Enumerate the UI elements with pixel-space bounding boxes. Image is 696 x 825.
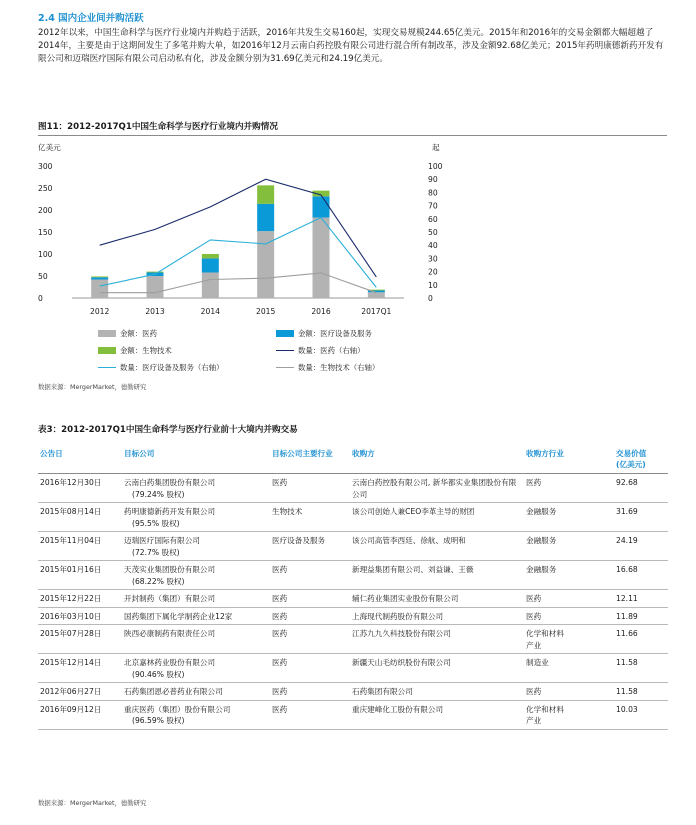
x-tick-label: 2013: [145, 307, 165, 316]
cell-value: [614, 590, 668, 608]
acquirer-name: 该公司创始人兼CEO李革主导的财团: [352, 507, 475, 516]
legend-label: 数量：生物技术（右轴）: [298, 363, 380, 372]
y2-tick-label: 40: [428, 241, 438, 251]
target-name: 云南白药集团股份有限公司: [124, 478, 216, 487]
cell-target-industry: [270, 561, 350, 590]
target-name: 药明康德新药开发有限公司: [124, 507, 216, 516]
date-text: 2015年01月16日: [40, 565, 102, 574]
date-text: 2015年12月14日: [40, 658, 102, 667]
figure-source: 数据来源：MergerMarket，德勤研究: [38, 383, 147, 391]
target-name: 开封制药（集团）有限公司: [124, 594, 216, 603]
cell-value: [614, 532, 668, 561]
table-row: [38, 590, 668, 608]
cell-acquirer: [350, 590, 524, 608]
target-name: 国药集团下属化学制药企业12家: [124, 611, 233, 621]
cell-value: [614, 607, 668, 625]
cell-date: [38, 590, 122, 608]
target-industry-text: 医药: [272, 658, 288, 667]
acquirer-industry-text: 医药: [526, 687, 542, 696]
deals-table: [38, 444, 668, 730]
date-text: 2016年12月30日: [40, 478, 102, 487]
cell-acquirer-industry: [524, 532, 614, 561]
value-text: 11.89: [616, 611, 638, 621]
table-row: [38, 683, 668, 701]
target-industry-text: 医疗设备及服务: [272, 536, 326, 545]
cell-acquirer: [350, 700, 524, 729]
table-title: 表3：2012-2017Q1中国生命科学与医疗行业前十大境内并购交易: [38, 425, 298, 435]
table-row: [38, 700, 668, 729]
cell-acquirer: [350, 503, 524, 532]
cell-target-industry: [270, 683, 350, 701]
value-text: 24.19: [616, 536, 638, 545]
y2-tick-label: 30: [428, 254, 438, 264]
acquirer-name: 新疆天山毛纺织股份有限公司: [352, 658, 451, 667]
cell-target: [122, 625, 270, 654]
y2-tick-label: 80: [428, 188, 438, 198]
col-header-target-industry: 目标公司主要行业: [270, 444, 350, 474]
cell-target-industry: [270, 654, 350, 683]
cell-acquirer-industry: [524, 474, 614, 503]
legend-label: 金额：医药: [120, 329, 157, 338]
y2-tick-label: 100: [428, 162, 443, 171]
y-tick-label: 300: [38, 162, 53, 171]
date-text: 2012年06月27日: [40, 687, 102, 696]
y2-tick-label: 20: [428, 267, 438, 277]
figure-title: 图11：2012-2017Q1中国生命科学与医疗行业境内并购情况: [38, 122, 278, 132]
cell-acquirer-industry: [524, 625, 614, 654]
line-bio-count: [100, 273, 377, 293]
acquirer-name: 江苏九九久科技股份有限公司: [352, 629, 451, 638]
bar-pharma-amount-2012: [91, 280, 108, 298]
bar-pharma-amount-2016: [313, 217, 330, 298]
bar-device-amount-2015: [257, 204, 274, 231]
col-header-acquirer-industry: 收购方行业: [524, 444, 614, 474]
cell-acquirer-industry: [524, 700, 614, 729]
date-text: 2016年03月10日: [40, 611, 102, 621]
cell-acquirer: [350, 683, 524, 701]
legend-item-device-count: [98, 362, 223, 373]
date-text: 2015年08月14日: [40, 507, 102, 516]
value-text: 11.58: [616, 687, 638, 696]
target-industry-text: 医药: [272, 629, 288, 638]
target-stake: (68.22% 股权): [132, 576, 185, 586]
value-text: 10.03: [616, 704, 638, 714]
cell-target-industry: [270, 474, 350, 503]
col-header-acquirer: 收购方: [350, 444, 524, 474]
y-tick-label: 100: [38, 250, 53, 259]
table-row: [38, 561, 668, 590]
cell-value: [614, 503, 668, 532]
cell-target: [122, 590, 270, 608]
acquirer-industry-text: 医药: [526, 611, 542, 621]
acquirer-name: 该公司高管李西廷、徐航、成明和: [352, 536, 466, 545]
y-tick-label: 150: [38, 228, 53, 237]
cell-acquirer: [350, 625, 524, 654]
x-tick-label: 2012: [90, 307, 110, 316]
cell-target: [122, 700, 270, 729]
cell-target: [122, 654, 270, 683]
cell-target: [122, 532, 270, 561]
bar-pharma-amount-2014: [202, 272, 219, 298]
target-industry-text: 医药: [272, 687, 288, 696]
cell-acquirer-industry: [524, 561, 614, 590]
target-industry-text: 生物技术: [272, 507, 303, 516]
cell-target: [122, 607, 270, 625]
acquirer-industry-text: 金融服务: [526, 565, 557, 574]
y2-tick-label: 90: [428, 175, 438, 185]
target-industry-text: 医药: [272, 565, 288, 574]
y-tick-label: 250: [38, 184, 53, 193]
table-header-row: [38, 444, 668, 474]
target-stake: (96.59% 股权): [132, 716, 185, 725]
target-industry-text: 医药: [272, 478, 288, 487]
bar-device-amount-2014: [202, 258, 219, 272]
line-device-count: [100, 218, 377, 288]
legend-swatch: [276, 367, 294, 368]
target-stake: (79.24% 股权): [132, 489, 185, 499]
target-name: 北京嘉林药业股份有限公司: [124, 658, 216, 667]
cell-date: [38, 474, 122, 503]
y2-tick-label: 0: [428, 294, 433, 303]
date-text: 2016年09月12日: [40, 704, 102, 714]
y2-axis-label: 起: [432, 143, 440, 152]
y2-tick-label: 70: [428, 201, 438, 211]
table-row: [38, 503, 668, 532]
cell-date: [38, 607, 122, 625]
legend-swatch: [276, 330, 294, 337]
cell-date: [38, 700, 122, 729]
cell-acquirer: [350, 532, 524, 561]
table-row: [38, 607, 668, 625]
acquirer-name: 石药集团有限公司: [352, 687, 413, 696]
value-text: 16.68: [616, 565, 638, 574]
legend-swatch: [276, 350, 294, 351]
cell-target-industry: [270, 503, 350, 532]
table-row: [38, 532, 668, 561]
target-stake: (72.7% 股权): [132, 547, 180, 557]
legend-swatch: [98, 330, 116, 337]
y-axis-label: 亿美元: [38, 143, 61, 152]
col-header-target: 目标公司: [122, 444, 270, 474]
target-stake: (95.5% 股权): [132, 518, 180, 528]
bar-bio-amount-2013: [147, 272, 164, 273]
y2-tick-label: 50: [428, 228, 438, 237]
bar-bio-amount-2014: [202, 254, 219, 258]
target-name: 迈瑞医疗国际有限公司: [124, 536, 200, 545]
acquirer-industry-text: 金融服务: [526, 507, 557, 516]
cell-target: [122, 474, 270, 503]
bar-device-amount-2012: [91, 277, 108, 279]
acquirer-industry-text: 制造业: [526, 658, 549, 667]
legend-label: 金额：医疗设备及服务: [298, 329, 372, 338]
table-source: 数据来源：MergerMarket，德勤研究: [38, 799, 147, 807]
cell-acquirer-industry: [524, 654, 614, 683]
target-name: 陕西必康制药有限责任公司: [124, 629, 216, 638]
acquirer-industry-text: 化学和材料: [526, 704, 564, 714]
deal-chart: [0, 138, 696, 328]
cell-target-industry: [270, 700, 350, 729]
legend-item-bio-amount: [98, 345, 172, 356]
acquirer-name: 重庆建峰化工股份有限公司: [352, 704, 444, 714]
y2-tick-label: 10: [428, 280, 438, 290]
date-text: 2015年12月22日: [40, 594, 102, 603]
legend-swatch: [98, 367, 116, 368]
value-text: 31.69: [616, 507, 638, 516]
legend-item-pharma-count: [276, 345, 365, 356]
legend-swatch: [98, 347, 116, 354]
bar-bio-amount-2015: [257, 185, 274, 203]
legend-item-pharma-amount: [98, 328, 157, 339]
cell-value: [614, 474, 668, 503]
cell-value: [614, 654, 668, 683]
cell-value: [614, 625, 668, 654]
cell-value: [614, 700, 668, 729]
target-industry-text: 医药: [272, 594, 288, 603]
cell-date: [38, 532, 122, 561]
bar-pharma-amount-2013: [147, 276, 164, 298]
cell-date: [38, 683, 122, 701]
target-industry-text: 医药: [272, 704, 288, 714]
y-tick-label: 0: [38, 294, 43, 303]
acquirer-name: 上海现代制药股份有限公司: [352, 611, 444, 621]
target-name: 天茂实业集团股份有限公司: [124, 565, 216, 574]
target-name: 石药集团恩必普药业有限公司: [124, 687, 223, 696]
line-pharma-count: [100, 179, 377, 277]
col-header-value-line2: (亿美元): [616, 460, 646, 469]
value-text: 12.11: [616, 594, 638, 603]
cell-target-industry: [270, 532, 350, 561]
cell-acquirer-industry: [524, 503, 614, 532]
target-stake: (90.46% 股权): [132, 669, 185, 679]
cell-acquirer: [350, 654, 524, 683]
y2-tick-label: 60: [428, 214, 438, 224]
cell-acquirer-industry: [524, 590, 614, 608]
legend-item-bio-count: [276, 362, 379, 373]
cell-acquirer: [350, 561, 524, 590]
col-header-date: 公告日: [38, 444, 122, 474]
col-header-value-line1: 交易价值: [616, 449, 647, 458]
bar-pharma-amount-2017Q1: [368, 292, 385, 298]
acquirer-name: 新理益集团有限公司、刘益谦、王薇: [352, 565, 474, 574]
x-tick-label: 2016: [311, 307, 331, 316]
acquirer-industry-text: 化学和材料: [526, 629, 564, 638]
acquirer-industry-text-2: 产业: [526, 640, 542, 650]
value-text: 11.66: [616, 629, 638, 638]
legend-label: 数量：医药（右轴）: [298, 346, 365, 355]
table-row: [38, 625, 668, 654]
date-text: 2015年11月04日: [40, 536, 102, 545]
target-industry-text: 医药: [272, 611, 288, 621]
cell-acquirer: [350, 474, 524, 503]
bar-bio-amount-2012: [91, 276, 108, 277]
acquirer-industry-text: 医药: [526, 478, 542, 487]
bar-device-amount-2016: [313, 196, 330, 217]
legend-item-device-amount: [276, 328, 372, 339]
cell-target: [122, 561, 270, 590]
table-row: [38, 654, 668, 683]
y-tick-label: 200: [38, 206, 53, 215]
table-row: [38, 474, 668, 503]
deals-table-body: [38, 474, 668, 730]
cell-date: [38, 654, 122, 683]
cell-target: [122, 683, 270, 701]
cell-target-industry: [270, 607, 350, 625]
cell-value: [614, 561, 668, 590]
target-name: 重庆医药（集团）股份有限公司: [124, 704, 231, 714]
value-text: 11.58: [616, 658, 638, 667]
x-tick-label: 2014: [200, 307, 220, 316]
x-tick-label: 2015: [256, 307, 276, 316]
y-tick-label: 50: [38, 272, 48, 281]
intro-paragraph: 2012年以来，中国生命科学与医疗行业境内并购趋于活跃，2016年共发生交易160起，实现交易规模244.65亿美元。2015年和2016年的交易金额都大幅超越了2014年，主要是由于这期间发生了多笔并购大单，如2016年12月云南白药控股有限公司进行混合所有制改革，涉及金额92.68亿美元；2015年药明康德新药开发有限公司和迈瑞医疗国际有限公司启动私有化，涉及金额分别为31.69亿美元和24.19亿美元。: [38, 28, 664, 65]
date-text: 2015年07月28日: [40, 629, 102, 638]
cell-date: [38, 503, 122, 532]
legend-label: 数量：医疗设备及服务（右轴）: [120, 363, 224, 372]
cell-value: [614, 683, 668, 701]
cell-target-industry: [270, 590, 350, 608]
value-text: 92.68: [616, 478, 638, 487]
legend-label: 金额：生物技术: [120, 346, 172, 355]
figure-title-rule: [38, 135, 667, 136]
cell-acquirer-industry: [524, 683, 614, 701]
acquirer-industry-text: 金融服务: [526, 536, 557, 545]
cell-date: [38, 561, 122, 590]
cell-acquirer: [350, 607, 524, 625]
cell-target-industry: [270, 625, 350, 654]
cell-target: [122, 503, 270, 532]
acquirer-name: 云南白药控股有限公司, 新华都实业集团股份有限公司: [352, 478, 517, 499]
acquirer-name: 辅仁药业集团实业股份有限公司: [352, 594, 459, 603]
acquirer-industry-text: 医药: [526, 594, 542, 603]
cell-acquirer-industry: [524, 607, 614, 625]
acquirer-industry-text-2: 产业: [526, 716, 542, 725]
x-tick-label: 2017Q1: [361, 307, 392, 316]
col-header-value: [614, 444, 668, 474]
section-title: 2.4 国内企业间并购活跃: [38, 13, 144, 24]
cell-date: [38, 625, 122, 654]
